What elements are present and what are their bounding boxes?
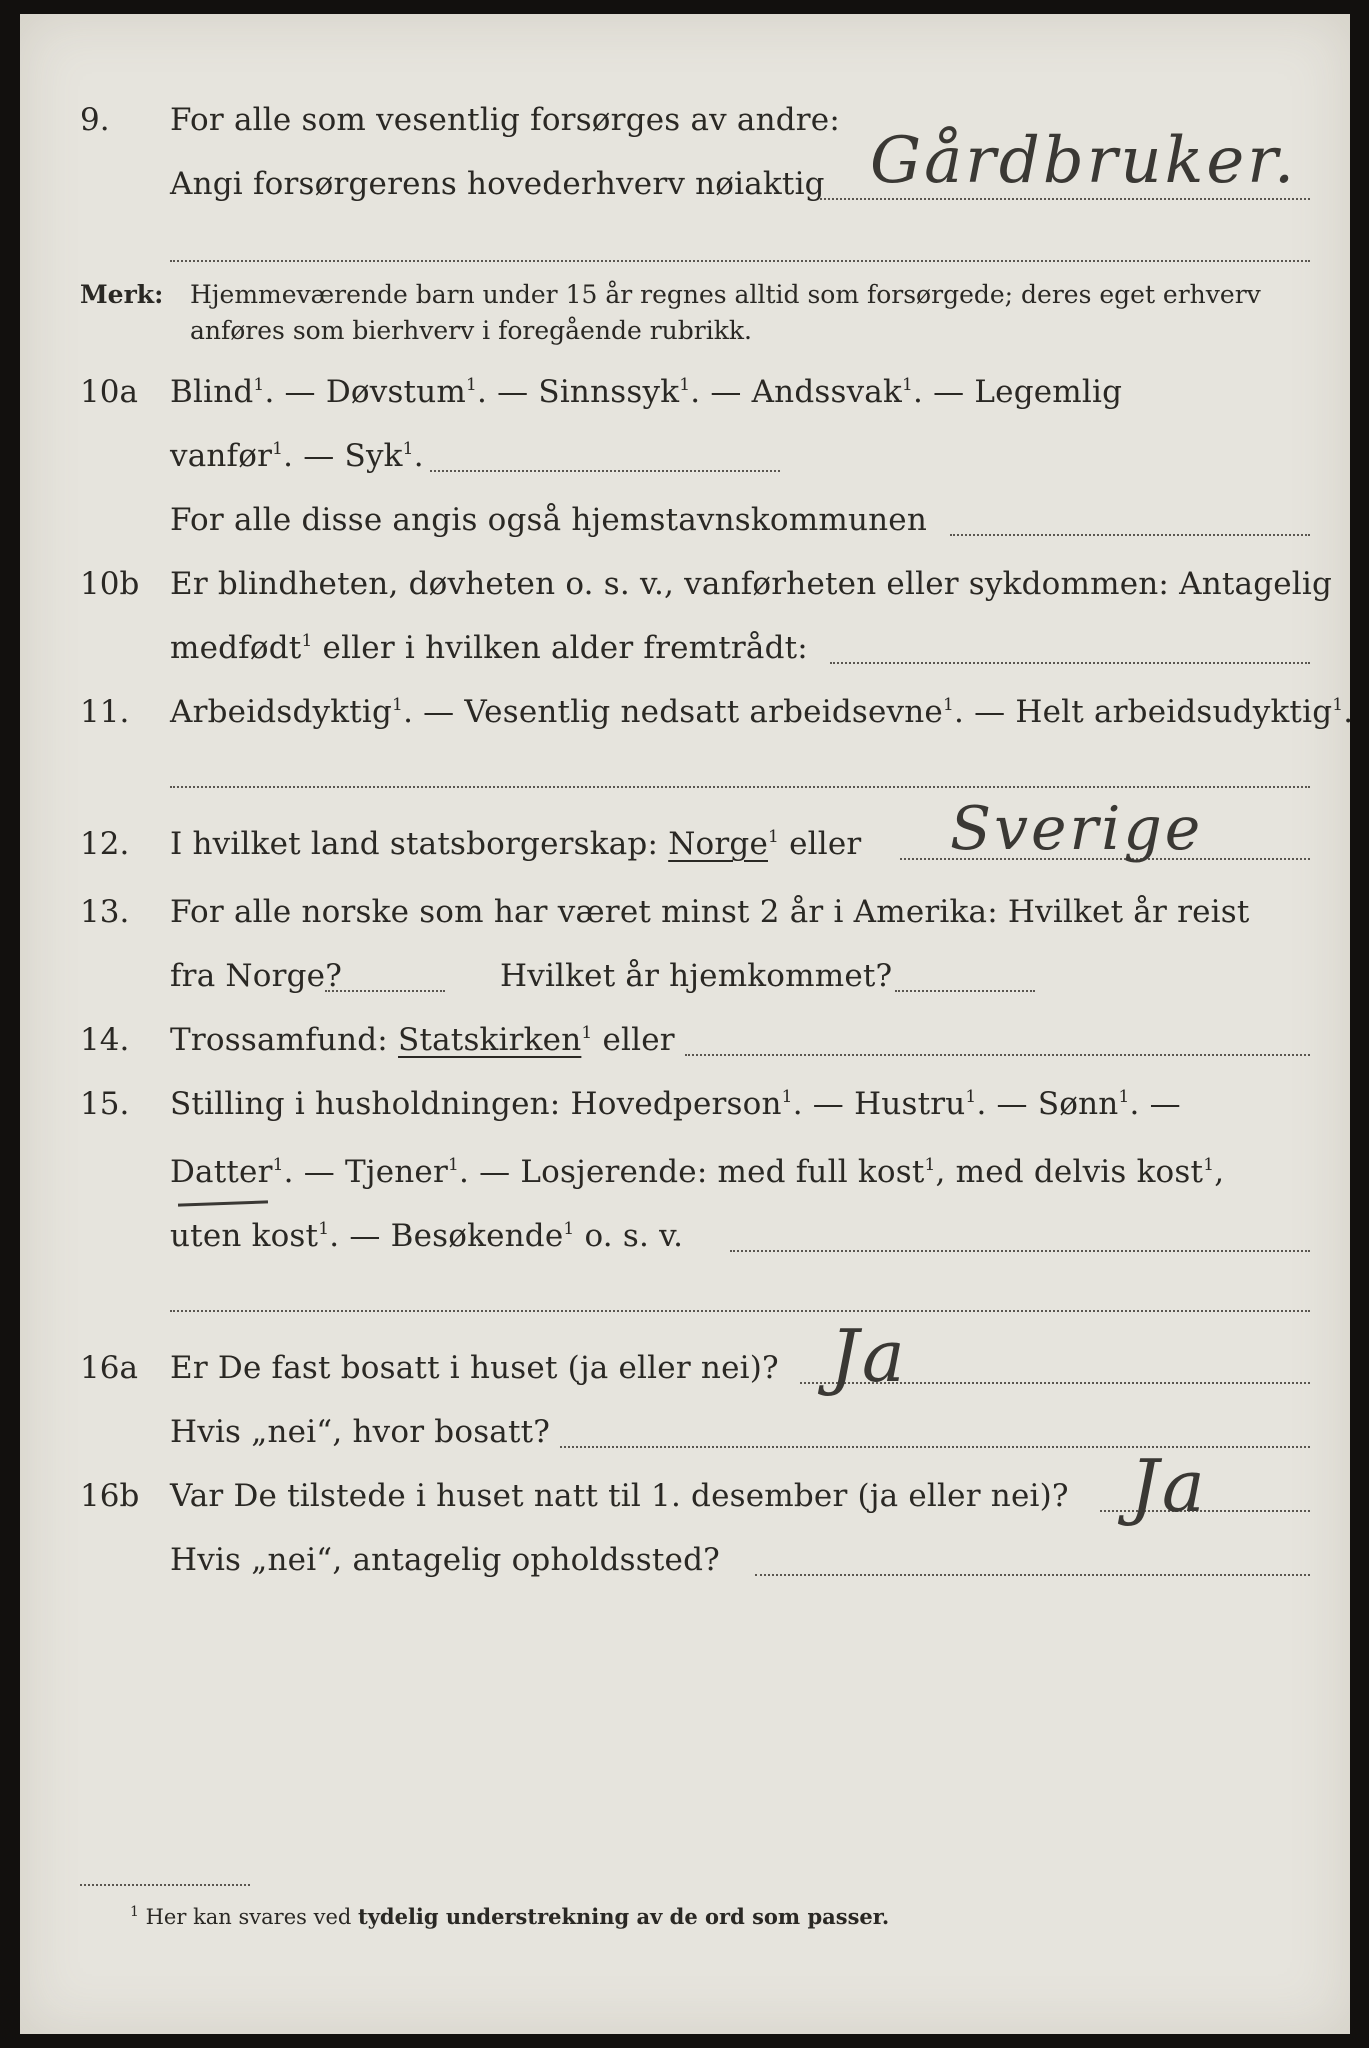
q11-line: Arbeidsdyktig$^1$. — Vesentlig nedsatt arbeidsevne$^1$. — Helt arbeidsudyktig$^1$. [170, 694, 1354, 730]
q14-answer-line [685, 1054, 1310, 1056]
q10b-answer-line [830, 662, 1310, 664]
q9-handwritten-answer: Gårdbruker. [870, 124, 1298, 198]
q9-number: 9. [80, 102, 110, 138]
q10a-line2: vanfør$^1$. — Syk$^1$. [170, 438, 424, 474]
q10a-hjemstavn-line [950, 534, 1310, 536]
q16b-handwritten-answer: Ja [1130, 1444, 1208, 1528]
q13-line2b: Hvilket år hjemkommet? [500, 958, 893, 994]
q13-line1: For alle norske som har været minst 2 år i Amerika: Hvilket år reist [170, 894, 1250, 930]
merk-label: Merk: [80, 280, 164, 309]
q13-hjemkommet-line [895, 990, 1035, 992]
q16a-line1: Er De fast bosatt i huset (ja eller nei)? [170, 1350, 779, 1386]
q14-number: 14. [80, 1022, 130, 1058]
q10b-number: 10b [80, 566, 140, 602]
q13-number: 13. [80, 894, 130, 930]
q16a-handwritten-answer: Ja [830, 1314, 908, 1398]
q9-line2: Angi forsørgerens hovederhverv nøiaktig [170, 166, 825, 202]
q12-line: I hvilket land statsborgerskap: Norge$^1$ eller [170, 826, 862, 862]
q16b-number: 16b [80, 1478, 140, 1514]
q16b-line1: Var De tilstede i huset natt til 1. desember (ja eller nei)? [170, 1478, 1069, 1514]
census-form-page [20, 14, 1354, 2034]
q9-answer-line [820, 198, 1310, 200]
q10a-syk-line [430, 470, 780, 472]
q10a-line3: For alle disse angis også hjemstavnskommunen [170, 502, 927, 538]
q14-line: Trossamfund: Statskirken$^1$ eller [170, 1022, 675, 1058]
q10b-line2: medfødt$^1$ eller i hvilken alder fremtrådt: [170, 630, 808, 666]
q15-number: 15. [80, 1086, 130, 1122]
merk-line1: Hjemmeværende barn under 15 år regnes alltid som forsørgede; deres eget erhverv [190, 280, 1261, 309]
q13-reist-line [325, 990, 445, 992]
q16a-line2: Hvis „nei“, hvor bosatt? [170, 1414, 551, 1450]
q12-handwritten-answer: Sverige [950, 794, 1204, 864]
q15-answer-line [730, 1250, 1310, 1252]
q10a-number: 10a [80, 374, 138, 410]
q11-number: 11. [80, 694, 130, 730]
q10a-line1: Blind$^1$. — Døvstum$^1$. — Sinnssyk$^1$. — Andssvak$^1$. — Legemlig [170, 374, 1123, 410]
q9-extra-line [170, 260, 1310, 262]
q10b-line1: Er blindheten, døvheten o. s. v., vanførheten eller sykdommen: Antagelig [170, 566, 1333, 602]
q16b-line2: Hvis „nei“, antagelig opholdssted? [170, 1542, 720, 1578]
q15-line1: Stilling i husholdningen: Hovedperson$^1$. — Hustru$^1$. — Sønn$^1$. — [170, 1086, 1181, 1122]
q11-answer-line [170, 786, 1310, 788]
footnote-rule [80, 1884, 250, 1886]
q15-line3: uten kost$^1$. — Besøkende$^1$ o. s. v. [170, 1218, 684, 1254]
q15-line2: Datter$^1$. — Tjener$^1$. — Losjerende: med full kost$^1$, med delvis kost$^1$, [170, 1154, 1225, 1190]
q15-extra-line [170, 1310, 1310, 1312]
q12-number: 12. [80, 826, 130, 862]
q15-datter-underline [178, 1200, 268, 1206]
footnote: $^1$ Her kan svares ved tydelig understrekning av de ord som passer. [130, 1904, 890, 1929]
q16b-opholdssted-line [755, 1574, 1310, 1576]
q16a-number: 16a [80, 1350, 138, 1386]
q13-line2a: fra Norge? [170, 958, 343, 994]
q9-line1: For alle som vesentlig forsørges av andre: [170, 102, 840, 138]
merk-line2: anføres som bierhverv i foregående rubrikk. [190, 316, 752, 345]
